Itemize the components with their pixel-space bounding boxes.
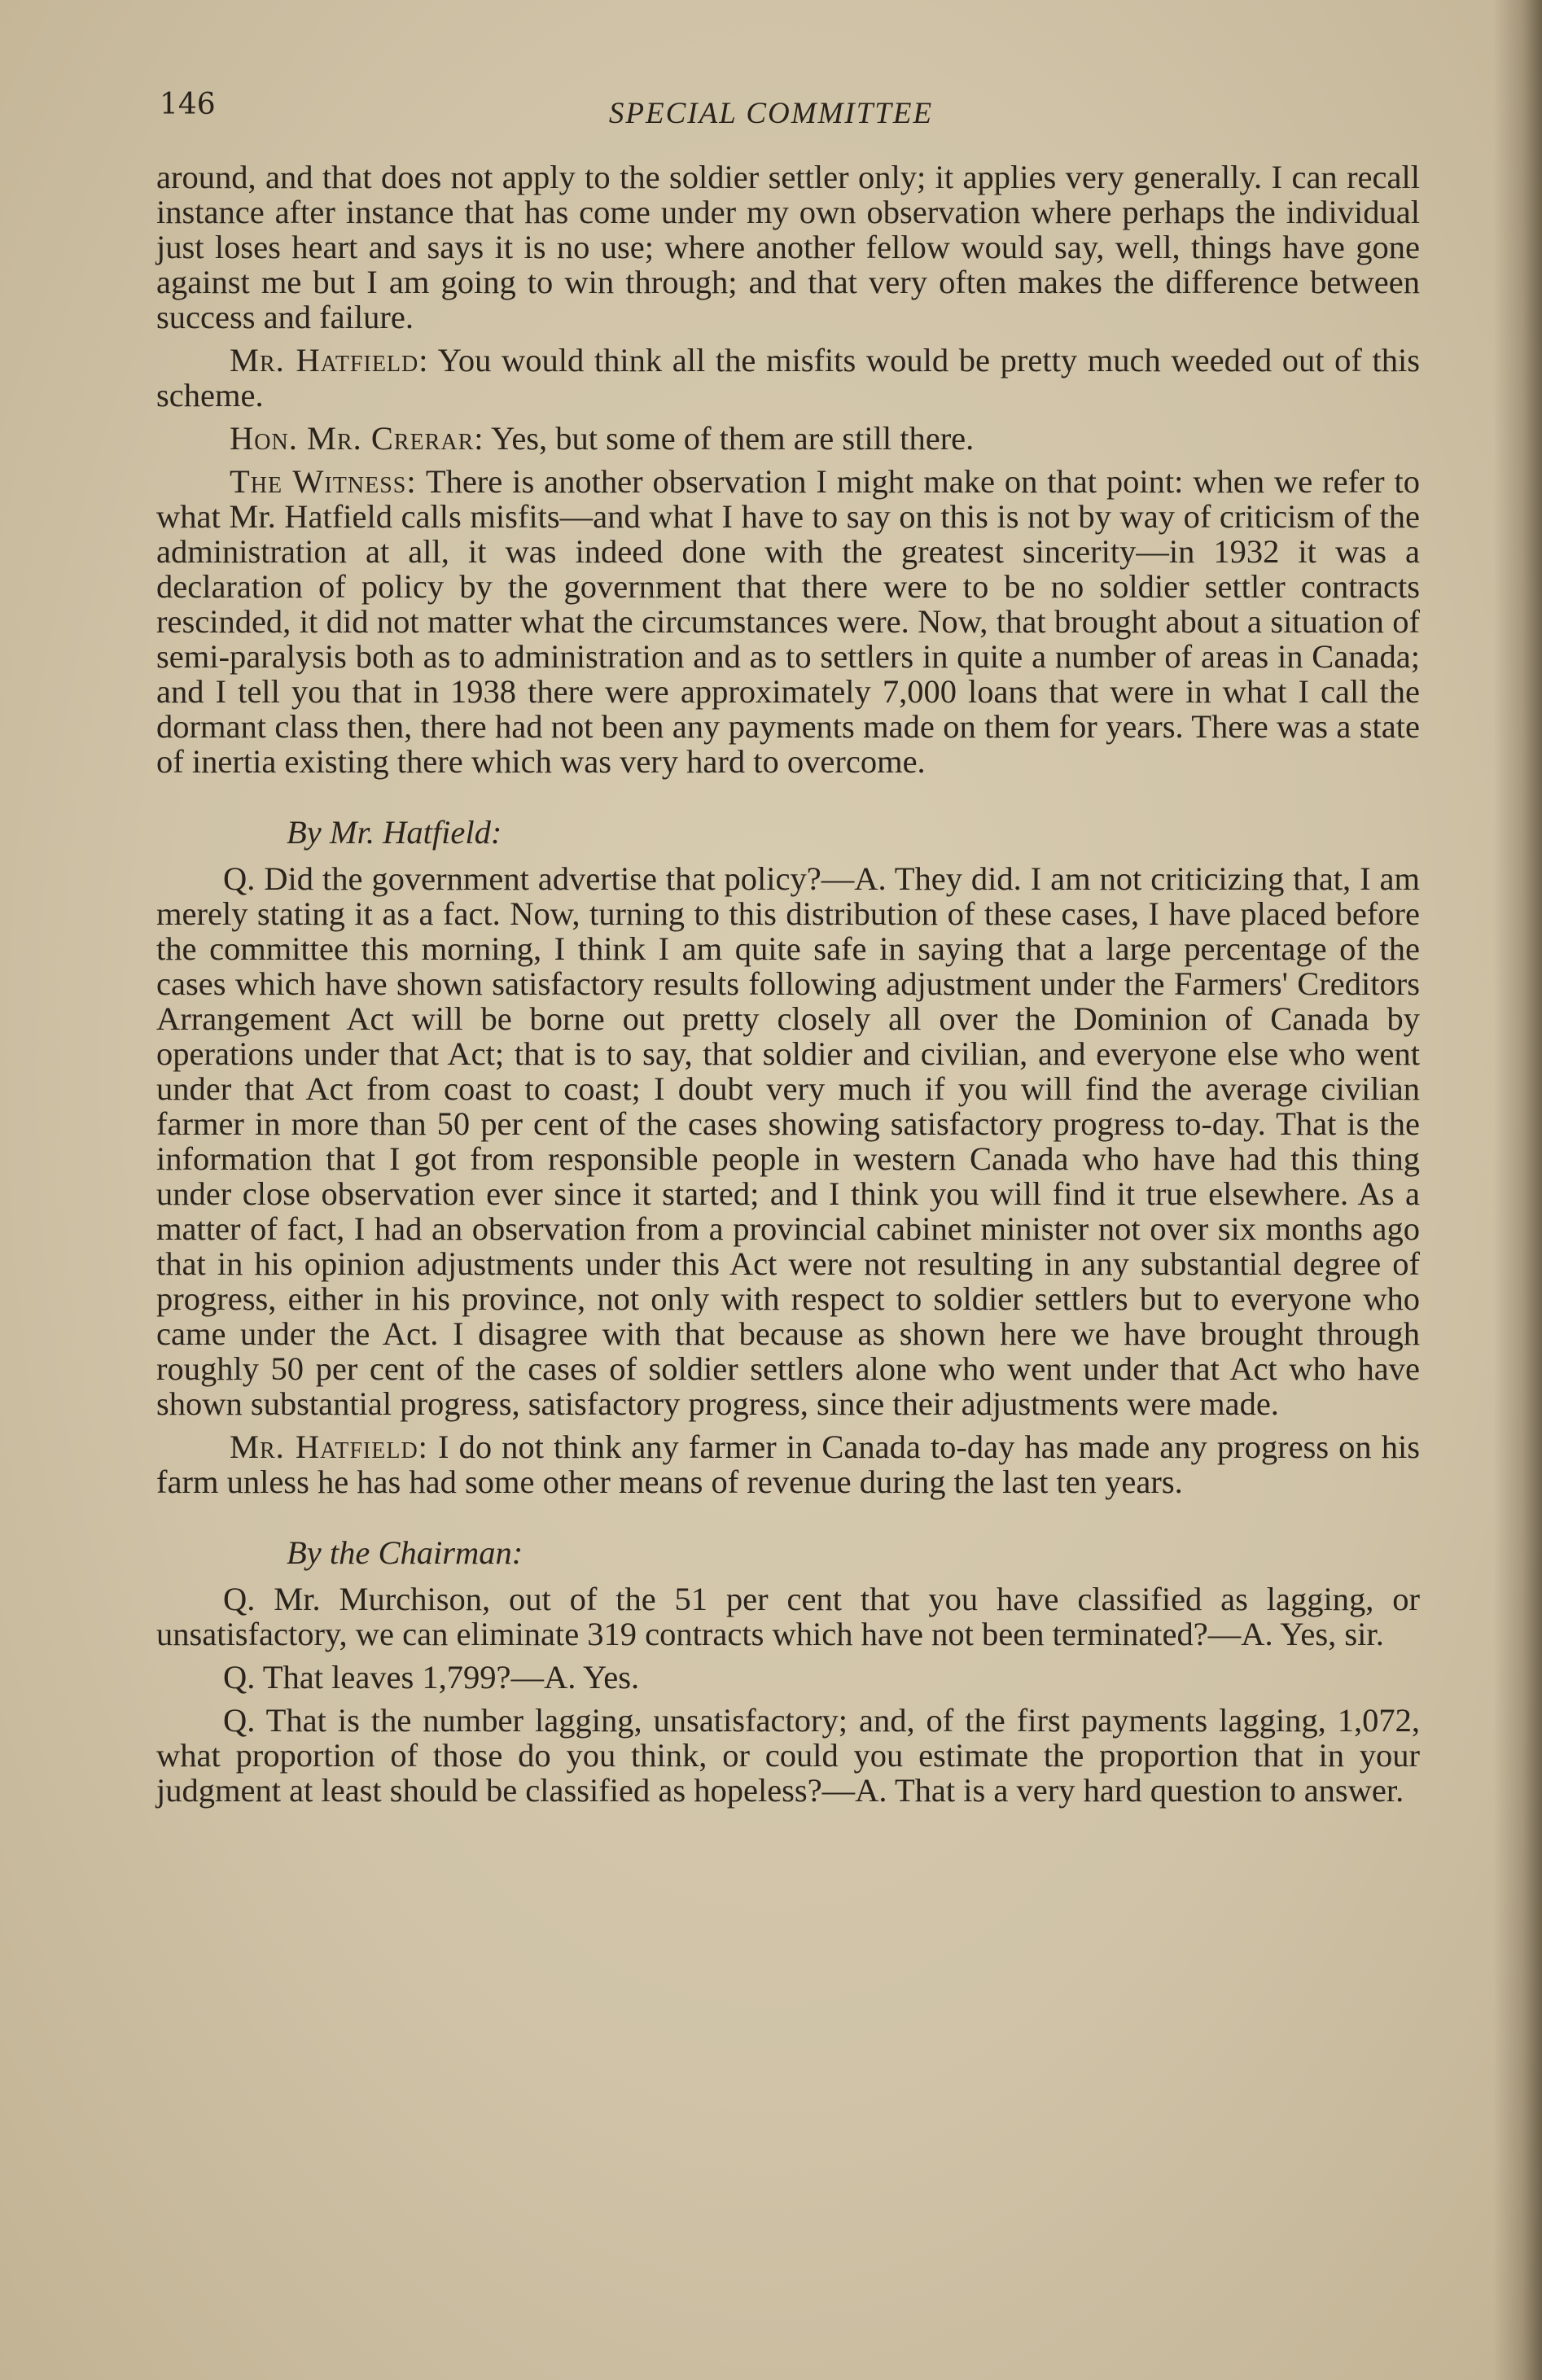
paragraph	[156, 464, 1420, 779]
body-text	[156, 160, 1420, 1816]
examiner-heading: By the Chairman:	[287, 1534, 523, 1571]
speech-text: There is another observation I might make on that point: when we refer to what Mr. Hatfield calls misfits—and what I have to say on this is not by way of criticism of the administration at all, it was indeed done with the greatest sincerity—in 1932 it was a declaration of policy by the government that there were to be no soldier settler contracts rescinded, it did not matter what the circumstances were. Now, that brought about a situation of semi-paralysis both as to administration and as to settlers in quite a number of areas in Canada; and I tell you that in 1938 there were approximately 7,000 loans that were in what I call the dormant class then, there had not been any payments made on them for years. There was a state of inertia existing there which was very hard to overcome.	[156, 463, 1420, 780]
page-edge-shadow	[1493, 0, 1542, 2380]
paragraph	[156, 343, 1420, 413]
speech-text: Yes, but some of them are still there.	[484, 420, 975, 457]
speech-text: I do not think any farmer in Canada to-day has made any progress on his farm unless he has had some other means of revenue during the last ten years.	[156, 1428, 1420, 1500]
speaker-name: Mr. Hatfield:	[230, 342, 429, 378]
question-answer: Q. Mr. Murchison, out of the 51 per cent that you have classified as lagging, or unsatisfactory, we can eliminate 319 contracts which have not been terminated?—A. Yes, sir.	[156, 1581, 1420, 1652]
speaker-name: The Witness:	[230, 463, 417, 500]
paragraph	[156, 421, 1420, 456]
speech-text: You would think all the misfits would be pretty much weeded out of this scheme.	[156, 342, 1420, 413]
question-answer: Q. That leaves 1,799?—A. Yes.	[223, 1659, 640, 1695]
paragraph	[156, 1429, 1420, 1499]
examiner-heading: By Mr. Hatfield:	[287, 814, 502, 851]
question-answer: Q. That is the number lagging, unsatisfactory; and, of the first payments lagging, 1,072, what proportion of those do you think, or could you estimate the proportion that in your judgment at least should be classified as hopeless?—A. That is a very hard question to answer.	[156, 1702, 1420, 1809]
speaker-name: Mr. Hatfield:	[230, 1428, 428, 1465]
question-answer: Q. Did the government advertise that policy?—A. They did. I am not criticizing that, I am merely stating it as a fact. Now, turning to this distribution of these cases, I have placed before the committee this morning, I think I am quite safe in saying that a large percentage of the cases which have shown satisfactory results following adjustment under the Farmers' Creditors Arrangement Act will be borne out pretty closely all over the Dominion of Canada by operations under that Act; that is to say, that soldier and civilian, and everyone else who went under that Act from coast to coast; I doubt very much if you will find the average civilian farmer in more than 50 per cent of the cases showing satisfactory progress to-day. That is the information that I got from responsible people in western Canada who have had this thing under close observation ever since it started; and I think you will find it true elsewhere. As a matter of fact, I had an observation from a provincial cabinet minister not over six months ago that in his opinion adjustments under this Act were not resulting in any substantial degree of progress, either in his province, not only with respect to soldier settlers but to everyone who came under the Act. I disagree with that because as shown here we have brought through roughly 50 per cent of the cases of soldier settlers alone who went under that Act who have shown substantial progress, satisfactory progress, since their adjustments were made.	[156, 860, 1420, 1422]
speaker-name: Hon. Mr. Crerar:	[230, 420, 484, 457]
paragraph: around, and that does not apply to the soldier settler only; it applies very generally. I can recall instance after instance that has come under my own observation where perhaps the individual just loses heart and says it is no use; where another fellow would say, well, things have gone against me but I am going to win through; and that very often makes the difference between success and failure.	[156, 159, 1420, 335]
page-number: 146	[160, 88, 216, 121]
running-head: SPECIAL COMMITTEE	[608, 97, 934, 130]
